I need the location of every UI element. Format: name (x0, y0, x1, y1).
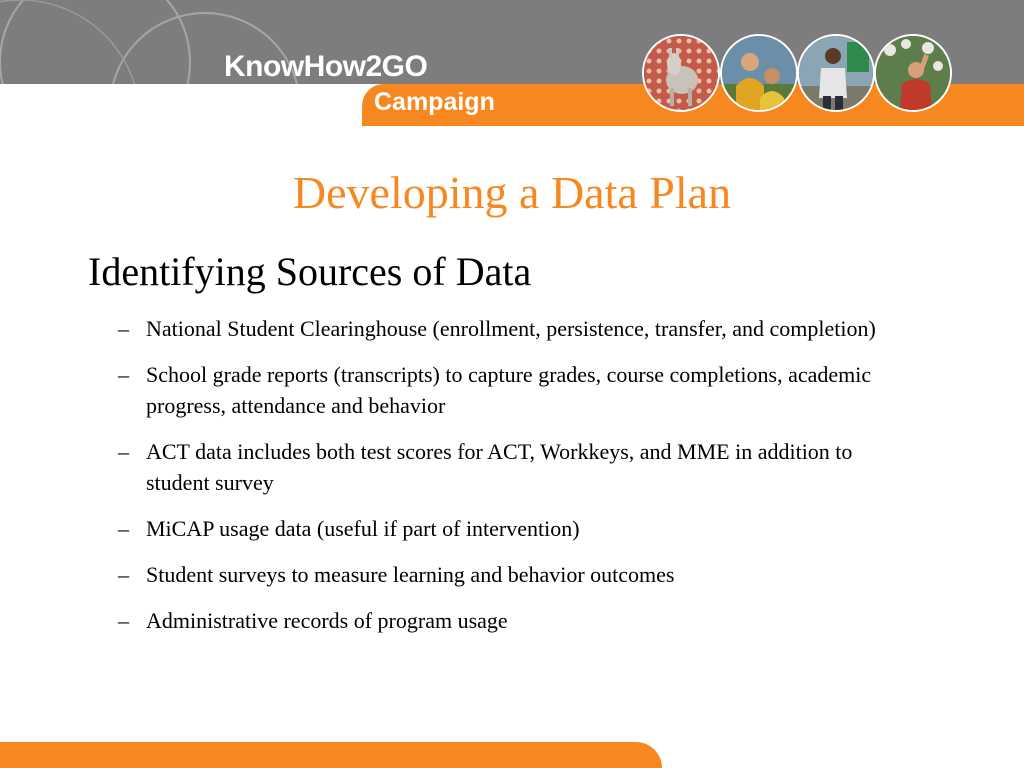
list-item-text: MiCAP usage data (useful if part of intervention) (146, 516, 580, 541)
footer-bar (0, 742, 662, 768)
list-item (118, 313, 908, 344)
bullet-dash: – (118, 362, 129, 387)
list-item (118, 436, 908, 498)
list-item-text: Student surveys to measure learning and behavior outcomes (146, 562, 675, 587)
section-heading: Identifying Sources of Data (88, 249, 532, 294)
list-item (118, 559, 908, 590)
logo-campaign: Campaign (374, 88, 495, 116)
list-item-text: School grade reports (transcripts) to capture grades, course completions, academic progress, attendance and behavior (146, 362, 872, 418)
list-item (118, 513, 908, 544)
bullet-dash: – (118, 516, 129, 541)
slide-title: Developing a Data Plan (292, 167, 732, 218)
list-item-text: National Student Clearinghouse (enrollment, persistence, transfer, and completion) (146, 316, 876, 341)
bullet-dash: – (118, 439, 129, 464)
list-item-text: Administrative records of program usage (146, 608, 508, 633)
students-smiling-photo-icon (720, 34, 798, 112)
bullet-dash: – (118, 562, 129, 587)
bullet-list (118, 313, 908, 651)
student-reaching-photo-icon (874, 34, 952, 112)
bullet-dash: – (118, 608, 129, 633)
list-item-text: ACT data includes both test scores for ACT, Workkeys, and MME in addition to student survey (146, 439, 853, 495)
logo-knowhow2go: KnowHow2GO (224, 50, 428, 83)
bullet-dash: – (118, 316, 129, 341)
list-item (118, 605, 908, 636)
list-item (118, 359, 908, 421)
donkey-photo-icon (642, 34, 720, 112)
student-standing-photo-icon (797, 34, 875, 112)
